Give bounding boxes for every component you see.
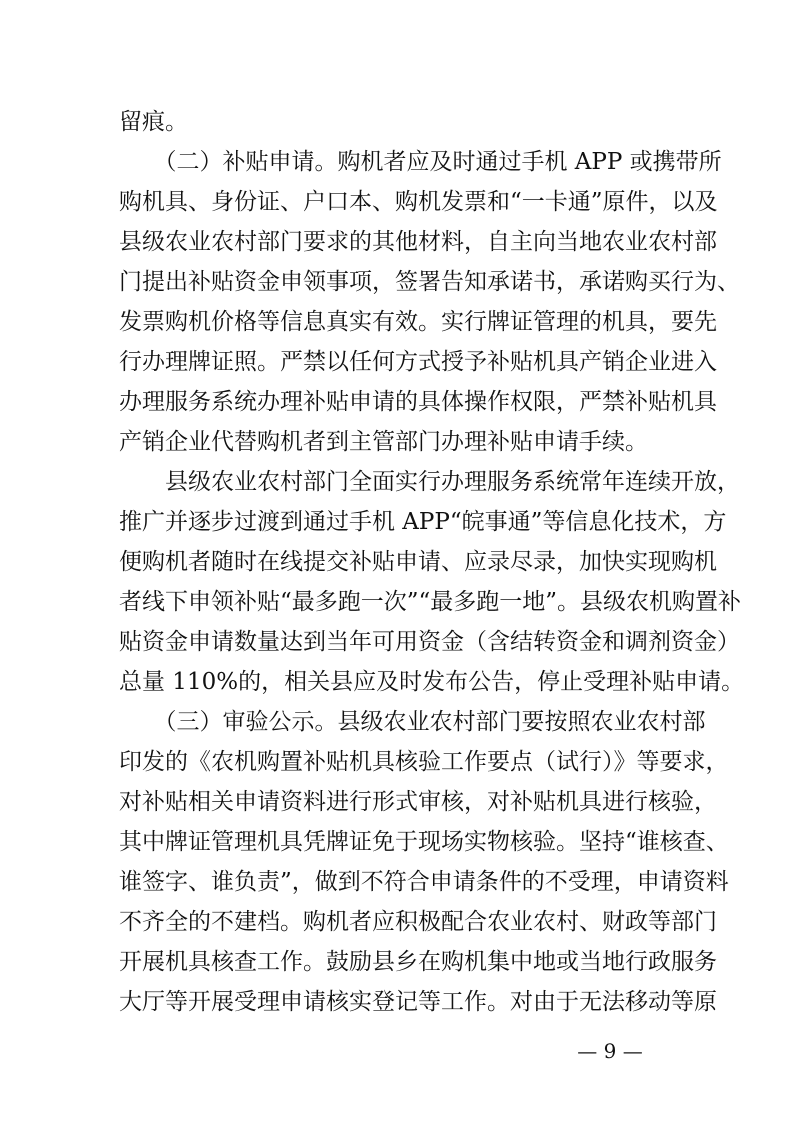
text-line: 门提出补贴资金申领事项，签署告知承诺书，承诺购买行为、 bbox=[119, 269, 740, 295]
page-number: — 9 — bbox=[577, 1039, 643, 1063]
text-line: 谁签字、谁负责”，做到不符合申请条件的不受理，申请资料 bbox=[119, 869, 729, 895]
text-line: 开展机具核查工作。鼓励县乡在购机集中地或当地行政服务 bbox=[119, 949, 717, 975]
text-line: 产销企业代替购机者到主管部门办理补贴申请手续。 bbox=[119, 429, 648, 455]
text-line: （三）审验公示。县级农业农村部门要按照农业农村部 bbox=[119, 709, 706, 735]
text-line: 推广并逐步过渡到通过手机 APP“皖事通”等信息化技术，方 bbox=[119, 509, 727, 535]
text-line: 留痕。 bbox=[119, 109, 188, 135]
text-line: 者线下申领补贴“最多跑一次”“最多跑一地”。县级农机购置补 bbox=[119, 589, 742, 615]
text-line: 总量 110%的，相关县应及时发布公告，停止受理补贴申请。 bbox=[119, 669, 745, 695]
text-line: 贴资金申请数量达到当年可用资金（含结转资金和调剂资金） bbox=[119, 629, 740, 655]
text-line: 大厅等开展受理申请核实登记等工作。对由于无法移动等原 bbox=[119, 989, 717, 1015]
text-line: 对补贴相关申请资料进行形式审核，对补贴机具进行核验， bbox=[119, 789, 717, 815]
text-line: 便购机者随时在线提交补贴申请、应录尽录，加快实现购机 bbox=[119, 549, 717, 575]
text-line: 发票购机价格等信息真实有效。实行牌证管理的机具，要先 bbox=[119, 309, 717, 335]
text-line: 县级农业农村部门全面实行办理服务系统常年连续开放， bbox=[119, 469, 740, 495]
text-line: 行办理牌证照。严禁以任何方式授予补贴机具产销企业进入 bbox=[119, 349, 717, 375]
text-line: （二）补贴申请。购机者应及时通过手机 APP 或携带所 bbox=[119, 149, 722, 175]
text-line: 印发的《农机购置补贴机具核验工作要点（试行）》等要求， bbox=[119, 749, 729, 775]
text-line: 购机具、身份证、户口本、购机发票和“一卡通”原件，以及 bbox=[119, 189, 718, 215]
text-line: 其中牌证管理机具凭牌证免于现场实物核验。坚持“谁核查、 bbox=[119, 829, 729, 855]
text-line: 办理服务系统办理补贴申请的具体操作权限，严禁补贴机具 bbox=[119, 389, 717, 415]
text-line: 县级农业农村部门要求的其他材料，自主向当地农业农村部 bbox=[119, 229, 717, 255]
text-line: 不齐全的不建档。购机者应积极配合农业农村、财政等部门 bbox=[119, 909, 717, 935]
